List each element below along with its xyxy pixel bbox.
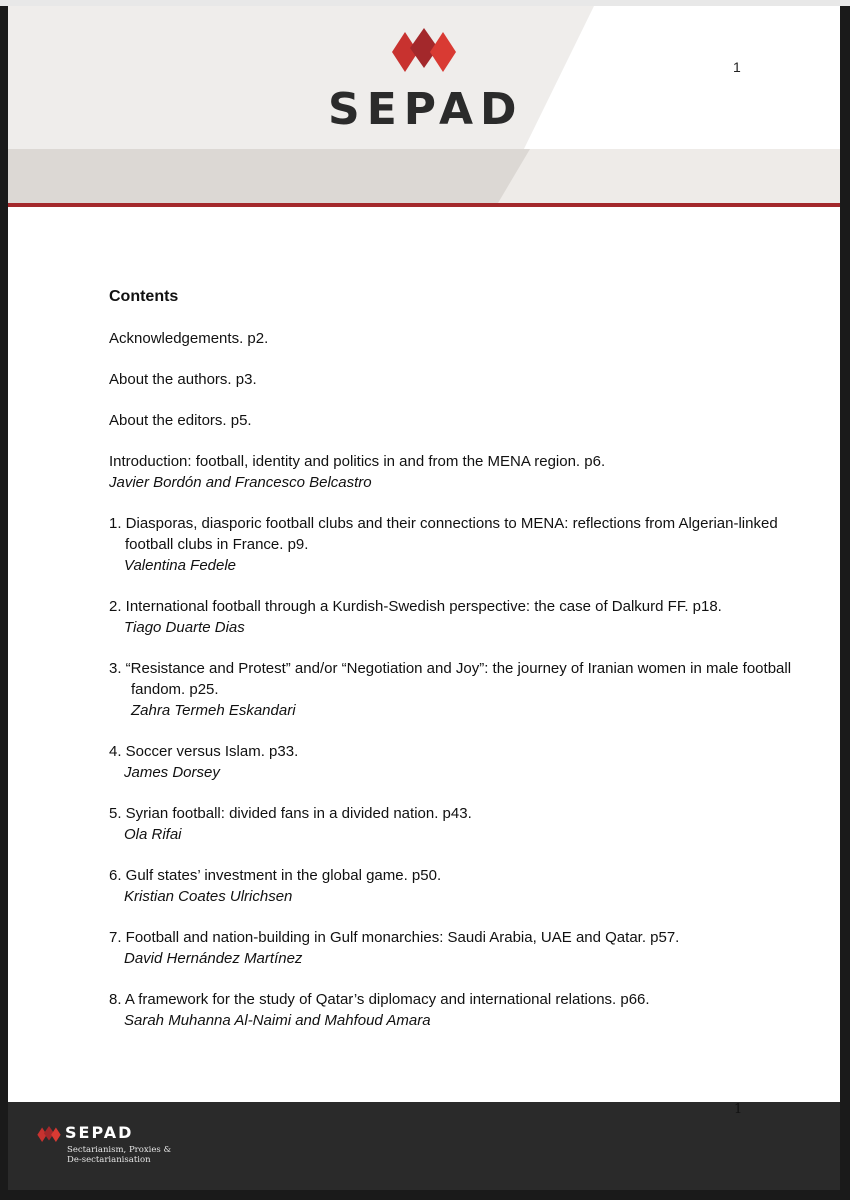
toc-entry-authors: Tiago Duarte Dias: [124, 619, 245, 636]
footer-tagline-line-1: Sectarianism, Proxies &: [67, 1145, 172, 1155]
toc-entry-title: 7. Football and nation-building in Gulf monarchies: Saudi Arabia, UAE and Qatar. p57.: [109, 929, 680, 946]
toc-chapter-6: [109, 865, 809, 907]
brand-wordmark: SEPAD: [328, 84, 524, 135]
toc-chapter-5: [109, 803, 809, 845]
toc-chapter-3: [109, 658, 809, 721]
page-number: 1: [733, 59, 741, 75]
toc-entry-authors: Ola Rifai: [124, 826, 182, 843]
toc-entry-authors: James Dorsey: [124, 764, 220, 781]
toc-chapter-8: [109, 989, 809, 1031]
toc-entry-introduction: [109, 451, 809, 493]
toc-entry-title: 8. A framework for the study of Qatar’s diplomacy and international relations. p66.: [109, 991, 650, 1008]
toc-entry-authors: David Hernández Martínez: [124, 950, 303, 967]
footer-bar: [8, 1102, 840, 1190]
toc-entry-title: 5. Syrian football: divided fans in a divided nation. p43.: [109, 805, 472, 822]
toc-entry-title: 4. Soccer versus Islam. p33.: [109, 743, 299, 760]
toc-entry-title: Acknowledgements. p2.: [109, 330, 269, 347]
toc-entry-authors: Javier Bordón and Francesco Belcastro: [109, 474, 372, 491]
toc-chapter-4: [109, 741, 809, 783]
contents-heading: Contents: [109, 288, 179, 305]
toc-chapter-2: [109, 596, 809, 638]
toc-entry-authors: Valentina Fedele: [124, 557, 237, 574]
document-page: [8, 6, 840, 1190]
toc-chapter-1: [109, 513, 809, 576]
toc-entry: [109, 410, 809, 431]
toc-entry-title: 3. “Resistance and Protest” and/or “Negotiation and Joy”: the journey of Iranian women in male football fandom. p25.: [109, 660, 792, 698]
toc-entry-authors: Kristian Coates Ulrichsen: [124, 888, 293, 905]
toc-entry-authors: Sarah Muhanna Al-Naimi and Mahfoud Amara: [124, 1012, 431, 1029]
table-of-contents: [109, 288, 809, 1051]
header-divider: [8, 203, 840, 207]
toc-entry: [109, 369, 809, 390]
toc-entry-authors: Zahra Termeh Eskandari: [131, 702, 296, 719]
sepad-logo-icon: [392, 28, 456, 72]
toc-entry-title: 1. Diasporas, diasporic football clubs and their connections to MENA: reflections from Algerian-linked football clubs in France. p9.: [109, 515, 778, 553]
toc-entry-title: 6. Gulf states’ investment in the global game. p50.: [109, 867, 442, 884]
footer-brand: SEPAD: [65, 1123, 134, 1142]
footer-tagline-line-2: De-sectarianisation: [67, 1155, 151, 1165]
toc-entry-title: About the authors. p3.: [109, 371, 257, 388]
sepad-footer-logo-icon: [36, 1126, 62, 1142]
toc-entry-title: 2. International football through a Kurdish-Swedish perspective: the case of Dalkurd FF. p18.: [109, 598, 722, 615]
toc-entry: [109, 328, 809, 349]
toc-chapter-7: [109, 927, 809, 969]
footer-page-number: 1: [734, 1102, 743, 1117]
toc-entry-title: About the editors. p5.: [109, 412, 252, 429]
toc-entry-title: Introduction: football, identity and politics in and from the MENA region. p6.: [109, 453, 606, 470]
footer-tagline: [67, 1145, 197, 1165]
